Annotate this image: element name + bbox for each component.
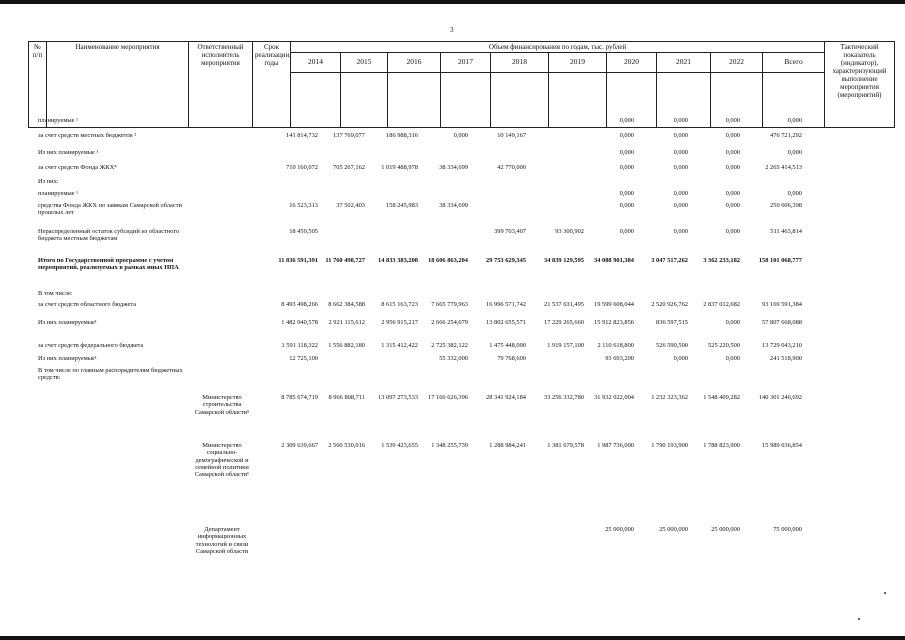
- cell-value: 3 047 517,262: [651, 257, 688, 264]
- row-responsible: Департамент информационных технологий и связи Самарской области: [195, 526, 249, 556]
- cell-value: 2 956 915,217: [381, 319, 418, 326]
- cell-value: 28 341 924,184: [486, 394, 526, 401]
- cell-value: 25 000,000: [659, 526, 688, 533]
- year-2014: 2014: [291, 53, 341, 73]
- header-volume: Объем финансирования по годам, тыс. рублей: [291, 42, 825, 53]
- top-border: [0, 0, 905, 4]
- cell-value: 705 267,162: [333, 164, 365, 171]
- row-label: Итого по Государственной программе с учетом мероприятий, реализуемых в рамках иных НПА: [38, 257, 179, 272]
- cell-value: 1 348 255,739: [431, 442, 468, 449]
- cell-value: 8 662 384,588: [328, 301, 365, 308]
- cell-value: 16 996 571,742: [486, 301, 526, 308]
- cell-value: 0,000: [725, 319, 740, 326]
- cell-value: 1 019 488,978: [381, 164, 418, 171]
- cell-value: 1 232 323,362: [651, 394, 688, 401]
- cell-value: 34 839 129,595: [544, 257, 584, 264]
- header-term: Срок реализации, годы: [253, 42, 291, 128]
- cell-value: 1 919 157,100: [547, 342, 584, 349]
- row-label: Нераспределенный остаток субсидий из областного бюджета местным бюджетам: [38, 228, 180, 243]
- cell-value: 140 301 246,692: [758, 394, 802, 401]
- cell-value: 25 000,000: [605, 526, 634, 533]
- cell-value: 158 101 068,777: [758, 257, 802, 264]
- cell-value: 525 220,500: [708, 342, 740, 349]
- cell-value: 1 987 736,000: [597, 442, 634, 449]
- scan-speck: [858, 618, 860, 620]
- cell-value: 1 556 882,180: [328, 342, 365, 349]
- cell-value: 11 760 498,727: [325, 257, 365, 264]
- row-label: за счет средств местных бюджетов ²: [38, 132, 137, 139]
- cell-value: 38 334,699: [439, 202, 468, 209]
- cell-value: 57 807 668,088: [762, 319, 802, 326]
- cell-value: 710 160,072: [286, 164, 318, 171]
- cell-value: 0,000: [673, 149, 688, 156]
- cell-value: 2 560 530,016: [328, 442, 365, 449]
- cell-value: 476 721,292: [770, 132, 802, 139]
- year-2016: 2016: [388, 53, 441, 73]
- row-label: средства Фонда ЖКХ по заявкам Самарской области прошлых лет: [38, 202, 182, 217]
- cell-value: 16 523,313: [289, 202, 318, 209]
- cell-value: 93 300,902: [555, 228, 584, 235]
- page-number: 3: [450, 26, 454, 34]
- year-2019: 2019: [549, 53, 607, 73]
- cell-value: 0,000: [619, 228, 634, 235]
- cell-value: 1 482 040,578: [281, 319, 318, 326]
- cell-value: 18 459,505: [289, 228, 318, 235]
- cell-value: 1 788 823,900: [703, 442, 740, 449]
- cell-value: 1 548 409,282: [703, 394, 740, 401]
- row-label: Из них планируемые¹: [38, 319, 97, 326]
- cell-value: 0,000: [725, 149, 740, 156]
- cell-value: 79 768,600: [497, 355, 526, 362]
- cell-value: 511 463,814: [770, 228, 802, 235]
- cell-value: 8 966 808,711: [328, 394, 365, 401]
- cell-value: 0,000: [673, 190, 688, 197]
- scan-speck: [884, 592, 886, 594]
- cell-value: 38 334,699: [439, 164, 468, 171]
- cell-value: 13 729 043,210: [762, 342, 802, 349]
- row-responsible: Министерство строительства Самарской области⁵: [194, 394, 250, 416]
- cell-value: 137 769,077: [333, 132, 365, 139]
- cell-value: 1 381 679,578: [547, 442, 584, 449]
- cell-value: 1 288 984,241: [489, 442, 526, 449]
- row-label: Из них планируемые¹: [38, 355, 97, 362]
- row-label: В том числе по главным распорядителям бюджетных средств:: [38, 367, 183, 382]
- cell-value: 1 790 193,900: [651, 442, 688, 449]
- cell-value: 0,000: [673, 202, 688, 209]
- cell-value: 42 770,000: [497, 164, 526, 171]
- cell-value: 34 088 901,384: [594, 257, 634, 264]
- year-2017: 2017: [441, 53, 491, 73]
- cell-value: 13 097 273,533: [378, 394, 418, 401]
- cell-value: 399 703,407: [494, 228, 526, 235]
- cell-value: 0,000: [725, 228, 740, 235]
- cell-value: 37 502,403: [336, 202, 365, 209]
- row-label: за счет средств областного бюджета: [38, 301, 137, 308]
- cell-value: 0,000: [787, 190, 802, 197]
- cell-value: 2 265 414,513: [765, 164, 802, 171]
- cell-value: 93 169 591,384: [762, 301, 802, 308]
- cell-value: 14 833 383,208: [378, 257, 418, 264]
- row-responsible: Министерство социально-демографической и семейной политики Самарской области⁶: [194, 442, 250, 479]
- cell-value: 836 597,515: [656, 319, 688, 326]
- cell-value: 0,000: [725, 132, 740, 139]
- cell-value: 8 785 674,719: [281, 394, 318, 401]
- cell-value: 21 537 631,495: [544, 301, 584, 308]
- header-indicator: Тактический показатель (индикатор), характеризующий выполнение мероприятия (мероприятий): [825, 42, 895, 128]
- row-label: планируемые ¹: [38, 117, 79, 124]
- cell-value: 33 256 332,780: [544, 394, 584, 401]
- cell-value: 0,000: [725, 117, 740, 124]
- header-num: № п/п: [29, 42, 47, 128]
- cell-value: 0,000: [673, 164, 688, 171]
- bottom-border: [0, 636, 905, 640]
- cell-value: 11 836 591,391: [278, 257, 318, 264]
- cell-value: 15 989 036,854: [762, 442, 802, 449]
- cell-value: 13 802 655,571: [486, 319, 526, 326]
- cell-value: 2 725 382,122: [431, 342, 468, 349]
- row-label: за счет средств федерального бюджета: [38, 342, 144, 349]
- cell-value: 18 606 863,204: [428, 257, 468, 264]
- cell-value: 8 615 163,723: [381, 301, 418, 308]
- cell-value: 0,000: [725, 190, 740, 197]
- cell-value: 2 520 926,762: [651, 301, 688, 308]
- year-2020: 2020: [607, 53, 657, 73]
- year-2022: 2022: [711, 53, 763, 73]
- cell-value: 0,000: [673, 132, 688, 139]
- cell-value: 10 149,167: [497, 132, 526, 139]
- cell-value: 17 160 626,396: [428, 394, 468, 401]
- cell-value: 3 362 233,182: [703, 257, 740, 264]
- cell-value: 55 332,000: [439, 355, 468, 362]
- cell-value: 29 753 629,345: [486, 257, 526, 264]
- cell-value: 0,000: [725, 164, 740, 171]
- cell-value: 0,000: [453, 132, 468, 139]
- cell-value: 2 309 639,667: [281, 442, 318, 449]
- cell-value: 0,000: [619, 132, 634, 139]
- cell-value: 1 315 412,422: [381, 342, 418, 349]
- cell-value: 1 591 118,322: [281, 342, 318, 349]
- cell-value: 2 837 012,682: [703, 301, 740, 308]
- row-label: Из них планируемые ¹: [38, 149, 99, 156]
- year-total: Всего: [763, 53, 825, 73]
- cell-value: 8 493 498,266: [281, 301, 318, 308]
- cell-value: 93 693,200: [605, 355, 634, 362]
- cell-value: 2 666 254,079: [431, 319, 468, 326]
- header-name: Наименование мероприятия: [47, 42, 189, 128]
- cell-value: 0,000: [673, 355, 688, 362]
- cell-value: 0,000: [619, 202, 634, 209]
- cell-value: 526 590,500: [656, 342, 688, 349]
- header-responsible: Ответственный исполнитель мероприятия: [189, 42, 253, 128]
- cell-value: 0,000: [787, 149, 802, 156]
- cell-value: 186 988,316: [386, 132, 418, 139]
- cell-value: 2 921 115,612: [328, 319, 365, 326]
- year-2018: 2018: [491, 53, 549, 73]
- cell-value: 0,000: [619, 164, 634, 171]
- cell-value: 0,000: [619, 149, 634, 156]
- row-label: В том числе:: [38, 290, 73, 297]
- cell-value: 15 912 823,856: [594, 319, 634, 326]
- row-label: планируемые ¹: [38, 190, 79, 197]
- cell-value: 19 599 608,044: [594, 301, 634, 308]
- cell-value: 241 518,900: [770, 355, 802, 362]
- cell-value: 31 932 022,004: [594, 394, 634, 401]
- cell-value: 17 229 265,660: [544, 319, 584, 326]
- cell-value: 0,000: [673, 117, 688, 124]
- cell-value: 1 539 423,655: [381, 442, 418, 449]
- cell-value: 0,000: [725, 202, 740, 209]
- cell-value: 12 725,100: [289, 355, 318, 362]
- cell-value: 250 606,398: [770, 202, 802, 209]
- cell-value: 7 665 779,963: [431, 301, 468, 308]
- cell-value: 141 814,732: [286, 132, 318, 139]
- cell-value: 1 475 448,000: [489, 342, 526, 349]
- row-label: Из них:: [38, 178, 59, 185]
- cell-value: 0,000: [619, 117, 634, 124]
- cell-value: 158 245,983: [386, 202, 418, 209]
- cell-value: 0,000: [787, 117, 802, 124]
- table-header: [28, 41, 895, 128]
- cell-value: 0,000: [673, 228, 688, 235]
- cell-value: 0,000: [725, 355, 740, 362]
- cell-value: 2 110 618,800: [597, 342, 634, 349]
- cell-value: 75 000,000: [773, 526, 802, 533]
- row-label: за счет средств Фонда ЖКХ⁴: [38, 164, 117, 171]
- cell-value: 25 000,000: [711, 526, 740, 533]
- year-2021: 2021: [657, 53, 711, 73]
- year-2015: 2015: [341, 53, 388, 73]
- cell-value: 0,000: [619, 190, 634, 197]
